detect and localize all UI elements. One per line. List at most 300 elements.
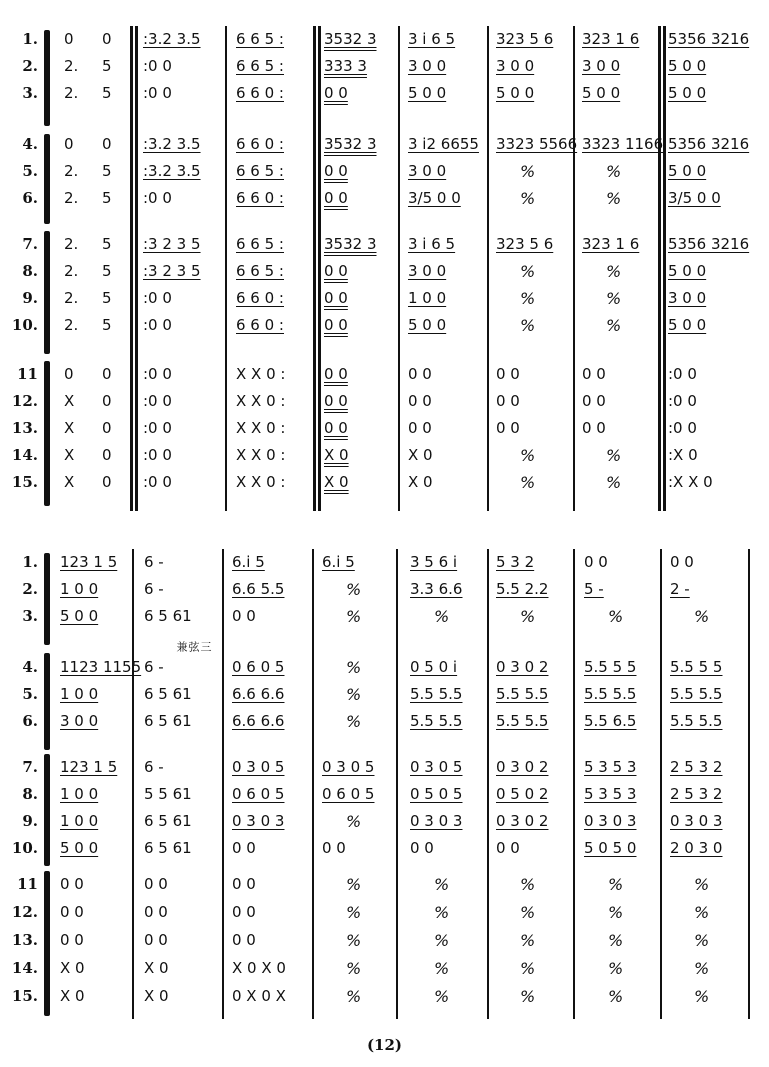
measure-notes: 0 xyxy=(64,365,74,383)
measure-notes: 5.5 5.5 xyxy=(410,712,463,730)
measure-notes: 2. xyxy=(64,189,79,207)
measure-notes: :0 0 xyxy=(143,392,172,410)
part-number: 4. xyxy=(22,658,38,676)
measure-notes: X X 0 : xyxy=(236,419,286,437)
measure-notes: 5 xyxy=(102,289,112,307)
measure-notes: % xyxy=(608,903,624,922)
measure-notes: :0 0 xyxy=(143,189,172,207)
measure-notes: 323 1 6 xyxy=(582,235,640,253)
measure-notes: 0 0 xyxy=(144,931,168,949)
measure-notes: 2. xyxy=(64,84,79,102)
measure-notes: 5 3 5 3 xyxy=(584,758,637,776)
measure-notes: 5 xyxy=(102,262,112,280)
measure-notes: 5 5 61 xyxy=(144,785,192,803)
measure-notes: % xyxy=(608,931,624,950)
measure-notes: 0 0 xyxy=(496,365,520,383)
part-row xyxy=(0,361,769,388)
measure-notes: 0 3 0 5 xyxy=(322,758,375,776)
measure-notes: 0 3 0 2 xyxy=(496,758,549,776)
measure-notes: :3.2 3.5 xyxy=(143,162,201,180)
measure-notes: 0 0 xyxy=(324,162,348,180)
measure-notes: X 0 xyxy=(324,446,349,464)
measure-notes: 6 5 61 xyxy=(144,607,192,625)
measure-notes: % xyxy=(520,289,536,308)
measure-notes: :0 0 xyxy=(143,57,172,75)
measure-notes: % xyxy=(434,903,450,922)
measure-notes: % xyxy=(434,607,450,626)
measure-notes: 6 6 5 : xyxy=(236,235,284,253)
measure-notes: 6 6 5 : xyxy=(236,30,284,48)
measure-notes: % xyxy=(520,903,536,922)
part-number: 5. xyxy=(22,162,38,180)
measure-notes: 3532 3 xyxy=(324,30,377,48)
measure-notes: % xyxy=(346,875,362,894)
measure-notes: 0 3 0 2 xyxy=(496,658,549,676)
part-number: 13. xyxy=(11,931,38,949)
measure-notes: 0 3 0 2 xyxy=(496,812,549,830)
measure-notes: 6 6 0 : xyxy=(236,189,284,207)
measure-notes: 3.3 6.6 xyxy=(410,580,463,598)
measure-notes: % xyxy=(346,712,362,731)
measure-notes: 2. xyxy=(64,289,79,307)
measure-notes: 5 0 0 xyxy=(668,316,707,334)
measure-notes: X 0 xyxy=(408,446,433,464)
measure-notes: 3 0 0 xyxy=(496,57,535,75)
measure-notes: 2 5 3 2 xyxy=(670,758,723,776)
measure-notes: 5.5 5.5 xyxy=(496,685,549,703)
measure-notes: 6 6 0 : xyxy=(236,316,284,334)
measure-notes: :3 2 3 5 xyxy=(143,235,201,253)
measure-notes: :3.2 3.5 xyxy=(143,135,201,153)
measure-notes: 0 0 xyxy=(496,392,520,410)
measure-notes: 123 1 5 xyxy=(60,758,118,776)
measure-notes: 6 5 61 xyxy=(144,839,192,857)
part-number: 12. xyxy=(11,903,38,921)
measure-notes: 5.5 5 5 xyxy=(584,658,637,676)
measure-notes: :0 0 xyxy=(143,446,172,464)
part-number: 14. xyxy=(11,446,38,464)
measure-notes: 3 5 6 i xyxy=(410,553,458,571)
measure-notes: 0 xyxy=(102,135,112,153)
measure-notes: 3 0 0 xyxy=(408,262,447,280)
measure-notes: % xyxy=(606,289,622,308)
measure-notes: :0 0 xyxy=(143,473,172,491)
measure-notes: X 0 xyxy=(408,473,433,491)
measure-notes: :0 0 xyxy=(668,392,697,410)
measure-notes: 0 0 xyxy=(60,903,84,921)
measure-notes: 2. xyxy=(64,316,79,334)
measure-notes: 5 0 0 xyxy=(582,84,621,102)
measure-notes: 2. xyxy=(64,235,79,253)
measure-notes: 0 3 0 3 xyxy=(584,812,637,830)
part-number: 1. xyxy=(22,553,38,571)
measure-notes: 0 xyxy=(102,473,112,491)
measure-notes: 0 0 xyxy=(322,839,346,857)
measure-notes: % xyxy=(606,189,622,208)
part-row xyxy=(0,708,769,735)
measure-notes: 0 0 xyxy=(232,607,256,625)
measure-notes: % xyxy=(434,875,450,894)
measure-notes: 6.6 6.6 xyxy=(232,685,285,703)
measure-notes: X 0 xyxy=(144,987,169,1005)
measure-notes: 0 5 0 5 xyxy=(410,785,463,803)
measure-notes: 5356 3216 xyxy=(668,30,750,48)
measure-notes: 5.5 5.5 xyxy=(410,685,463,703)
part-row xyxy=(0,927,769,954)
measure-notes: 0 0 xyxy=(232,903,256,921)
measure-notes: 5 xyxy=(102,316,112,334)
part-number: 11 xyxy=(17,365,38,383)
measure-notes: 1 0 0 xyxy=(60,812,99,830)
measure-notes: :0 0 xyxy=(143,365,172,383)
part-row xyxy=(0,955,769,982)
measure-notes: 323 5 6 xyxy=(496,30,554,48)
measure-notes: 5 xyxy=(102,84,112,102)
part-row xyxy=(0,808,769,835)
part-row xyxy=(0,754,769,781)
measure-notes: 5.5 5.5 xyxy=(584,685,637,703)
measure-notes: 5.5 2.2 xyxy=(496,580,549,598)
measure-notes: 0 0 xyxy=(324,419,348,437)
measure-notes: 6.6 6.6 xyxy=(232,712,285,730)
measure-notes: 6 6 5 : xyxy=(236,57,284,75)
measure-notes: X 0 X 0 xyxy=(232,959,286,977)
measure-notes: 3 0 0 xyxy=(582,57,621,75)
measure-notes: 5 0 0 xyxy=(408,84,447,102)
measure-notes: 0 0 xyxy=(408,365,432,383)
measure-notes: 5 0 5 0 xyxy=(584,839,637,857)
measure-notes: 6.i 5 xyxy=(322,553,355,571)
measure-notes: % xyxy=(520,607,536,626)
measure-notes: 0 3 0 3 xyxy=(410,812,463,830)
measure-notes: % xyxy=(606,473,622,492)
measure-notes: 0 0 xyxy=(324,365,348,383)
part-number: 3. xyxy=(22,607,38,625)
measure-notes: % xyxy=(606,262,622,281)
measure-notes: % xyxy=(520,931,536,950)
measure-notes: 5356 3216 xyxy=(668,135,750,153)
part-number: 8. xyxy=(22,785,38,803)
measure-notes: 0 0 xyxy=(324,316,348,334)
measure-notes: 3/5 0 0 xyxy=(668,189,721,207)
part-row xyxy=(0,258,769,285)
measure-notes: % xyxy=(520,262,536,281)
measure-notes: X X 0 : xyxy=(236,392,286,410)
measure-notes: :0 0 xyxy=(143,289,172,307)
measure-notes: 333 3 xyxy=(324,57,367,75)
measure-notes: 0 0 xyxy=(324,289,348,307)
measure-notes: 6 6 5 : xyxy=(236,262,284,280)
measure-notes: % xyxy=(346,607,362,626)
measure-notes: % xyxy=(346,903,362,922)
measure-notes: % xyxy=(608,875,624,894)
measure-notes: % xyxy=(694,987,710,1006)
part-row xyxy=(0,654,769,681)
part-number: 9. xyxy=(22,289,38,307)
part-row xyxy=(0,312,769,339)
measure-notes: 6 6 5 : xyxy=(236,162,284,180)
measure-notes: 0 xyxy=(102,392,112,410)
measure-notes: 3323 1166 xyxy=(582,135,664,153)
measure-notes: 323 1 6 xyxy=(582,30,640,48)
measure-notes: 5 0 0 xyxy=(496,84,535,102)
part-number: 12. xyxy=(11,392,38,410)
page-number: (12) xyxy=(366,1036,403,1054)
measure-notes: 0 3 0 5 xyxy=(232,758,285,776)
measure-notes: 3323 5566 xyxy=(496,135,578,153)
part-row xyxy=(0,388,769,415)
measure-notes: 3 0 0 xyxy=(60,712,99,730)
measure-notes: X xyxy=(64,473,75,491)
part-number: 7. xyxy=(22,235,38,253)
measure-notes: 0 0 xyxy=(408,392,432,410)
measure-notes: % xyxy=(520,959,536,978)
part-row xyxy=(0,26,769,53)
measure-notes: 0 0 xyxy=(324,262,348,280)
measure-notes: 0 0 xyxy=(410,839,434,857)
part-number: 1. xyxy=(22,30,38,48)
part-row xyxy=(0,983,769,1010)
measure-notes: % xyxy=(606,316,622,335)
measure-notes: 3/5 0 0 xyxy=(408,189,461,207)
measure-notes: 0 0 xyxy=(324,84,348,102)
measure-notes: % xyxy=(520,875,536,894)
measure-notes: 0 xyxy=(64,30,74,48)
measure-notes: X X 0 : xyxy=(236,473,286,491)
measure-notes: % xyxy=(346,658,362,677)
measure-notes: 1 0 0 xyxy=(60,785,99,803)
measure-notes: 3532 3 xyxy=(324,135,377,153)
measure-notes: 0 5 0 2 xyxy=(496,785,549,803)
measure-notes: 5.5 5.5 xyxy=(670,712,723,730)
part-row xyxy=(0,603,769,630)
part-row xyxy=(0,549,769,576)
measure-notes: 0 5 0 i xyxy=(410,658,458,676)
measure-notes: 0 xyxy=(102,446,112,464)
measure-notes: 3532 3 xyxy=(324,235,377,253)
part-row xyxy=(0,53,769,80)
measure-notes: % xyxy=(520,189,536,208)
part-number: 9. xyxy=(22,812,38,830)
measure-notes: 0 3 0 3 xyxy=(670,812,723,830)
measure-notes: 0 xyxy=(102,30,112,48)
measure-notes: 2. xyxy=(64,57,79,75)
part-row xyxy=(0,681,769,708)
part-number: 6. xyxy=(22,712,38,730)
measure-notes: 3 0 0 xyxy=(668,289,707,307)
measure-notes: 0 3 0 3 xyxy=(232,812,285,830)
measure-notes: :0 0 xyxy=(143,419,172,437)
measure-notes: 0 0 xyxy=(324,189,348,207)
measure-notes: 1123 1155 xyxy=(60,658,142,676)
measure-notes: 5 3 5 3 xyxy=(584,785,637,803)
measure-notes: 0 6 0 5 xyxy=(232,658,285,676)
measure-notes: % xyxy=(694,607,710,626)
measure-notes: :0 0 xyxy=(143,84,172,102)
measure-notes: 6 5 61 xyxy=(144,812,192,830)
measure-notes: 6 6 0 : xyxy=(236,289,284,307)
measure-notes: 5.5 5.5 xyxy=(670,685,723,703)
measure-notes: 5.5 5 5 xyxy=(670,658,723,676)
measure-notes: 0 0 xyxy=(496,419,520,437)
measure-notes: X 0 xyxy=(60,959,85,977)
measure-notes: 3 0 0 xyxy=(408,57,447,75)
measure-notes: 6 - xyxy=(144,658,164,676)
measure-notes: % xyxy=(346,812,362,831)
measure-notes: % xyxy=(346,685,362,704)
measure-notes: 5 0 0 xyxy=(60,607,99,625)
measure-notes: % xyxy=(606,162,622,181)
measure-notes: 6 - xyxy=(144,580,164,598)
part-number: 15. xyxy=(11,987,38,1005)
measure-notes: 0 0 xyxy=(144,903,168,921)
measure-notes: % xyxy=(346,959,362,978)
measure-notes: 5 3 2 xyxy=(496,553,535,571)
measure-notes: 5 0 0 xyxy=(60,839,99,857)
measure-notes: 0 0 xyxy=(60,875,84,893)
part-row xyxy=(0,80,769,107)
part-row xyxy=(0,835,769,862)
measure-notes: 5 0 0 xyxy=(668,262,707,280)
part-row xyxy=(0,185,769,212)
measure-notes: 5 0 0 xyxy=(408,316,447,334)
part-row xyxy=(0,131,769,158)
part-row xyxy=(0,158,769,185)
part-row xyxy=(0,442,769,469)
part-row xyxy=(0,231,769,258)
measure-notes: 5 xyxy=(102,57,112,75)
part-row xyxy=(0,781,769,808)
part-number: 10. xyxy=(11,316,38,334)
measure-notes: % xyxy=(694,903,710,922)
measure-notes: 5356 3216 xyxy=(668,235,750,253)
measure-notes: 0 0 xyxy=(670,553,694,571)
part-number: 13. xyxy=(11,419,38,437)
measure-notes: 3 0 0 xyxy=(408,162,447,180)
measure-notes: X xyxy=(64,446,75,464)
measure-notes: 1 0 0 xyxy=(60,685,99,703)
measure-notes: 2 - xyxy=(670,580,690,598)
part-number: 5. xyxy=(22,685,38,703)
part-row xyxy=(0,871,769,898)
measure-notes: 5.5 6.5 xyxy=(584,712,637,730)
measure-notes: % xyxy=(608,987,624,1006)
part-row xyxy=(0,469,769,496)
measure-notes: 5 0 0 xyxy=(668,57,707,75)
measure-notes: X xyxy=(64,392,75,410)
part-number: 6. xyxy=(22,189,38,207)
measure-notes: X 0 xyxy=(144,959,169,977)
part-number: 14. xyxy=(11,959,38,977)
measure-notes: 0 xyxy=(102,419,112,437)
part-row xyxy=(0,576,769,603)
measure-notes: :0 0 xyxy=(668,365,697,383)
measure-notes: 2. xyxy=(64,162,79,180)
measure-notes: X xyxy=(64,419,75,437)
measure-notes: 6.6 5.5 xyxy=(232,580,285,598)
measure-notes: 0 0 xyxy=(496,839,520,857)
measure-notes: 0 X 0 X xyxy=(232,987,286,1005)
measure-notes: 6 - xyxy=(144,553,164,571)
measure-notes: 0 6 0 5 xyxy=(232,785,285,803)
measure-notes: % xyxy=(520,446,536,465)
part-number: 8. xyxy=(22,262,38,280)
measure-notes: X 0 xyxy=(324,473,349,491)
part-number: 4. xyxy=(22,135,38,153)
measure-notes: % xyxy=(434,931,450,950)
measure-notes: 123 1 5 xyxy=(60,553,118,571)
measure-notes: 6 6 0 : xyxy=(236,84,284,102)
part-number: 2. xyxy=(22,57,38,75)
measure-notes: 5 xyxy=(102,162,112,180)
measure-notes: 0 0 xyxy=(324,392,348,410)
measure-notes: 5 0 0 xyxy=(668,84,707,102)
measure-notes: :3 2 3 5 xyxy=(143,262,201,280)
measure-notes: % xyxy=(520,473,536,492)
measure-notes: :X X 0 xyxy=(668,473,713,491)
measure-notes: :3.2 3.5 xyxy=(143,30,201,48)
measure-notes: :0 0 xyxy=(668,419,697,437)
measure-notes: % xyxy=(608,959,624,978)
measure-notes: 0 xyxy=(64,135,74,153)
measure-notes: 5.5 5.5 xyxy=(496,712,549,730)
measure-notes: X X 0 : xyxy=(236,446,286,464)
measure-notes: 323 5 6 xyxy=(496,235,554,253)
measure-notes: % xyxy=(346,580,362,599)
measure-notes: 5 xyxy=(102,189,112,207)
measure-notes: 3 i 6 5 xyxy=(408,235,456,253)
measure-notes: :X 0 xyxy=(668,446,698,464)
measure-notes: 0 0 xyxy=(232,839,256,857)
measure-notes: 1 0 0 xyxy=(60,580,99,598)
part-number: 15. xyxy=(11,473,38,491)
measure-notes: % xyxy=(520,987,536,1006)
part-row xyxy=(0,415,769,442)
measure-notes: 0 0 xyxy=(144,875,168,893)
measure-notes: % xyxy=(434,987,450,1006)
measure-notes: 0 0 xyxy=(60,931,84,949)
measure-notes: 6.i 5 xyxy=(232,553,265,571)
margin-note-sanxian: 三弦兼 xyxy=(175,641,212,652)
measure-notes: 6 6 0 : xyxy=(236,135,284,153)
measure-notes: 3 i 6 5 xyxy=(408,30,456,48)
measure-notes: 0 0 xyxy=(232,875,256,893)
measure-notes: 6 5 61 xyxy=(144,712,192,730)
measure-notes: % xyxy=(694,931,710,950)
measure-notes: :0 0 xyxy=(143,316,172,334)
measure-notes: X 0 xyxy=(60,987,85,1005)
measure-notes: 6 - xyxy=(144,758,164,776)
measure-notes: % xyxy=(434,959,450,978)
measure-notes: 0 0 xyxy=(582,365,606,383)
measure-notes: 0 0 xyxy=(408,419,432,437)
measure-notes: 0 0 xyxy=(584,553,608,571)
part-row xyxy=(0,285,769,312)
measure-notes: 2 5 3 2 xyxy=(670,785,723,803)
measure-notes: % xyxy=(520,316,536,335)
measure-notes: 0 xyxy=(102,365,112,383)
measure-notes: 5 xyxy=(102,235,112,253)
part-number: 2. xyxy=(22,580,38,598)
measure-notes: X X 0 : xyxy=(236,365,286,383)
measure-notes: % xyxy=(606,446,622,465)
measure-notes: 6 5 61 xyxy=(144,685,192,703)
measure-notes: 5 - xyxy=(584,580,604,598)
measure-notes: 1 0 0 xyxy=(408,289,447,307)
measure-notes: 2. xyxy=(64,262,79,280)
measure-notes: 0 3 0 5 xyxy=(410,758,463,776)
measure-notes: % xyxy=(346,931,362,950)
